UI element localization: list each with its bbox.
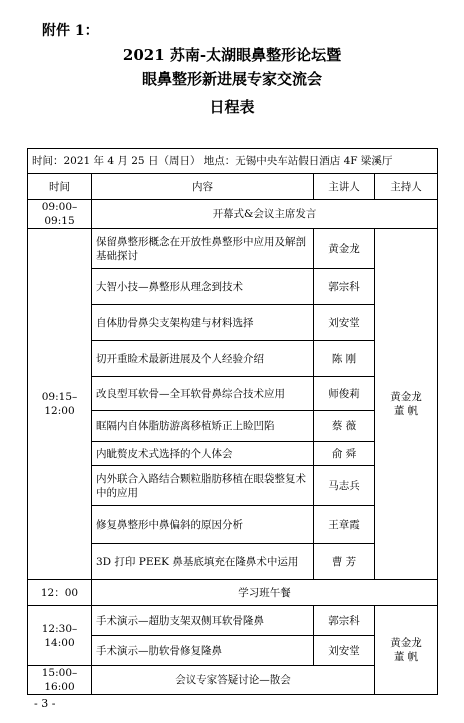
topic: 内外联合入路结合颗粒脂肪移植在眼袋整复术中的应用 bbox=[92, 466, 314, 506]
speaker: 马志兵 bbox=[314, 466, 375, 506]
topic: 保留鼻整形概念在开放性鼻整形中应用及解剖基础探讨 bbox=[92, 229, 314, 269]
speaker: 黄金龙 bbox=[314, 229, 375, 269]
discussion-content: 会议专家答疑讨论—散会 bbox=[92, 666, 375, 695]
topic: 内眦赘皮术式选择的个人体会 bbox=[92, 442, 314, 466]
topic: 修复鼻整形中鼻偏斜的原因分析 bbox=[92, 506, 314, 544]
speaker: 王章霞 bbox=[314, 506, 375, 544]
afternoon-time: 12:30–14:00 bbox=[28, 606, 92, 666]
time-location-info: 时间：2021 年 4 月 25 日（周日） 地点：无锡中央车站假日酒店 4F 梁溪厅 bbox=[28, 149, 438, 174]
speaker: 刘安堂 bbox=[314, 305, 375, 341]
speaker: 师俊莉 bbox=[314, 377, 375, 411]
table-row bbox=[28, 229, 438, 269]
host-name: 黄金龙 bbox=[390, 637, 422, 649]
speaker: 刘安堂 bbox=[314, 636, 375, 666]
speaker: 郭宗科 bbox=[314, 269, 375, 305]
col-header-speaker: 主讲人 bbox=[314, 174, 375, 200]
topic: 切开重睑术最新进展及个人经验介绍 bbox=[92, 341, 314, 377]
opening-row bbox=[28, 200, 438, 229]
title-line-3: 日程表 bbox=[209, 98, 255, 116]
topic: 手术演示—肋软骨修复隆鼻 bbox=[92, 636, 314, 666]
page-number: - 3 - bbox=[34, 697, 56, 710]
attachment-label: 附件 1： bbox=[42, 23, 99, 39]
topic: 大智小技—鼻整形从理念到技术 bbox=[92, 269, 314, 305]
lunch-time: 12：00 bbox=[28, 580, 92, 606]
opening-content: 开幕式&会议主席发言 bbox=[92, 200, 438, 229]
speaker: 曹 芳 bbox=[314, 544, 375, 580]
topic: 3D 打印 PEEK 鼻基底填充在隆鼻术中运用 bbox=[92, 544, 314, 580]
speaker: 俞 舜 bbox=[314, 442, 375, 466]
header-row bbox=[28, 174, 438, 200]
host-name: 董 帆 bbox=[393, 405, 419, 417]
lunch-row bbox=[28, 580, 438, 606]
table-row bbox=[28, 606, 438, 636]
title-line-2: 眼鼻整形新进展专家交流会 bbox=[141, 70, 322, 88]
afternoon-hosts bbox=[375, 606, 438, 695]
opening-time: 09:00–09:15 bbox=[28, 200, 92, 229]
topic: 自体肋骨鼻尖支架构建与材料选择 bbox=[92, 305, 314, 341]
speaker: 陈 刚 bbox=[314, 341, 375, 377]
col-header-content: 内容 bbox=[92, 174, 314, 200]
info-row bbox=[28, 149, 438, 174]
col-header-time: 时间 bbox=[28, 174, 92, 200]
title-line-1: 2021 苏南-太湖眼鼻整形论坛暨 bbox=[122, 46, 342, 64]
speaker: 郭宗科 bbox=[314, 606, 375, 636]
col-header-host: 主持人 bbox=[375, 174, 438, 200]
discussion-time: 15:00–16:00 bbox=[28, 666, 92, 695]
lunch-content: 学习班午餐 bbox=[92, 580, 438, 606]
topic: 改良型耳软骨—全耳软骨鼻综合技术应用 bbox=[92, 377, 314, 411]
topic: 眶隔内自体脂肪游离移植矫正上睑凹陷 bbox=[92, 411, 314, 442]
morning-hosts bbox=[375, 229, 438, 580]
host-name: 黄金龙 bbox=[390, 391, 422, 403]
speaker: 蔡 薇 bbox=[314, 411, 375, 442]
morning-time: 09:15–12:00 bbox=[28, 229, 92, 580]
schedule-table bbox=[27, 148, 438, 695]
topic: 手术演示—超肋支架双侧耳软骨隆鼻 bbox=[92, 606, 314, 636]
host-name: 董 帆 bbox=[393, 651, 419, 663]
